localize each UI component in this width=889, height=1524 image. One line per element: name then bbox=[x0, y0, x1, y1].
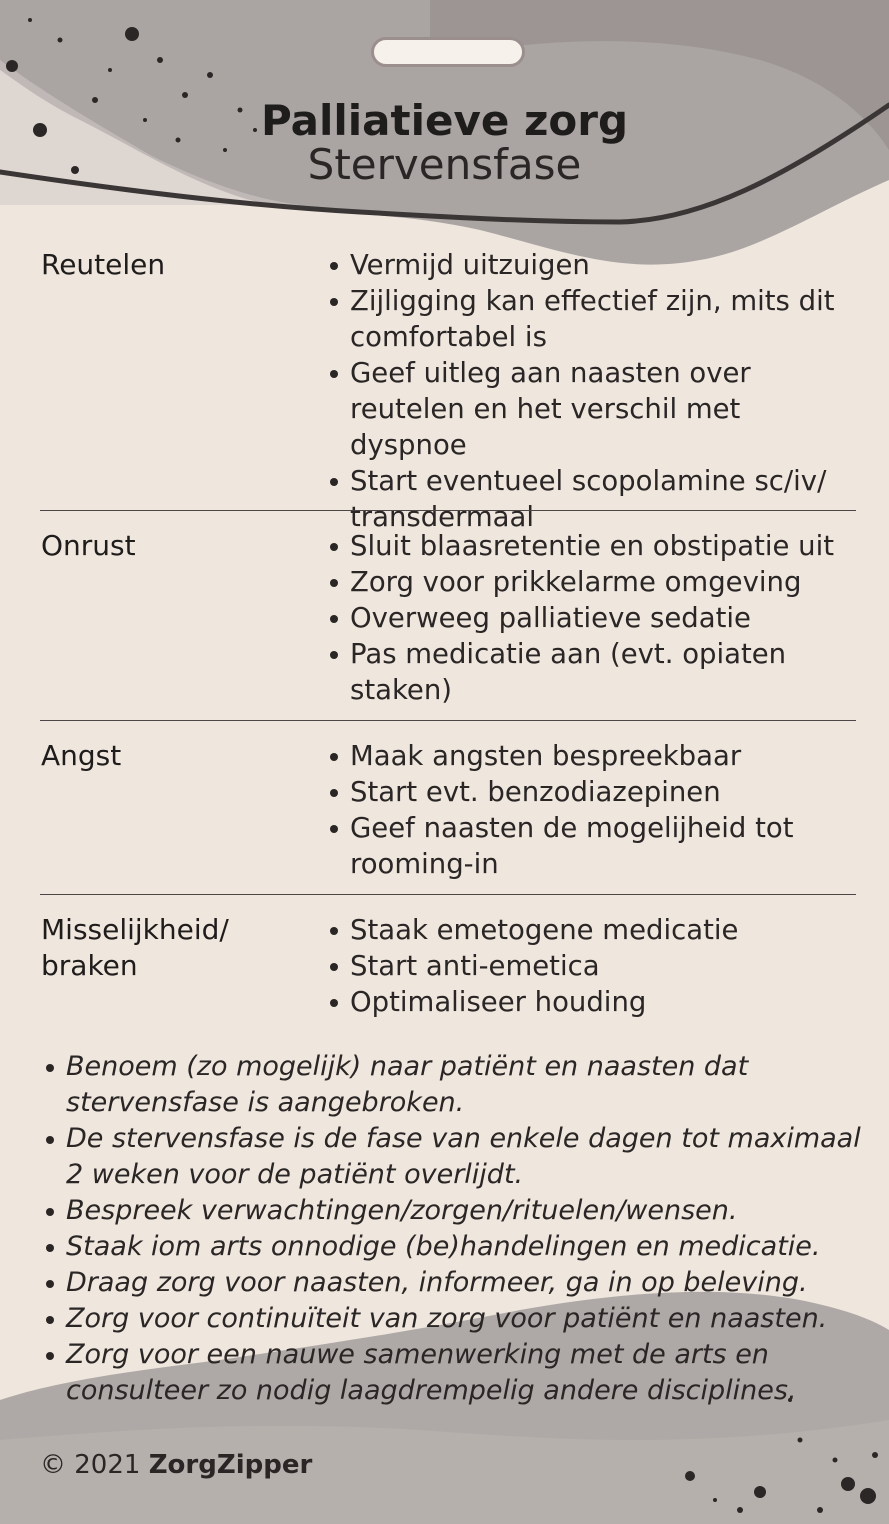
symptom-label: Angst bbox=[41, 739, 122, 772]
note-item: Staak iom arts onnodige (be)handelingen en medicatie. bbox=[44, 1229, 864, 1265]
bullet-item: Geef naasten de mogelijheid tot rooming-in bbox=[328, 810, 856, 882]
bullet-item: Vermijd uitzuigen bbox=[328, 247, 856, 283]
note-item: Zorg voor een nauwe samenwerking met de arts en consulteer zo nodig laagdrempelig andere disciplines. bbox=[44, 1337, 864, 1409]
symptom-label: Reutelen bbox=[41, 248, 166, 281]
copyright-footer bbox=[40, 1447, 312, 1483]
card-title: Palliatieve zorg bbox=[260, 96, 629, 145]
note-item: De stervensfase is de fase van enkele dagen tot maximaal 2 weken voor de patiënt overlijdt. bbox=[44, 1121, 864, 1193]
copyright-text: © 2021 bbox=[40, 1450, 141, 1480]
symptom-label: Onrust bbox=[41, 529, 136, 562]
symptom-label: Misselijkheid/ braken bbox=[41, 913, 229, 982]
bullet-item: Start evt. benzodiazepinen bbox=[328, 774, 856, 810]
bullet-item: Geef uitleg aan naasten over reutelen en het verschil met dyspnoe bbox=[328, 355, 856, 463]
row-divider bbox=[40, 510, 856, 511]
badge-slot-hole bbox=[371, 37, 525, 67]
bullet-item: Pas medicatie aan (evt. opiaten staken) bbox=[328, 636, 856, 708]
note-item: Zorg voor continuïteit van zorg voor patiënt en naasten. bbox=[44, 1301, 864, 1337]
symptom-bullets bbox=[328, 912, 856, 1020]
symptom-bullets bbox=[328, 528, 856, 708]
note-item: Draag zorg voor naasten, informeer, ga in op beleving. bbox=[44, 1265, 864, 1301]
symptom-bullets bbox=[328, 738, 856, 882]
card-subtitle: Stervensfase bbox=[307, 140, 582, 189]
bullet-item: Start eventueel scopolamine sc/iv/ transdermaal bbox=[328, 463, 856, 535]
row-divider bbox=[40, 720, 856, 721]
bullet-item: Zorg voor prikkelarme omgeving bbox=[328, 564, 856, 600]
general-notes-list bbox=[44, 1049, 864, 1409]
bullet-item: Maak angsten bespreekbaar bbox=[328, 738, 856, 774]
row-divider bbox=[40, 894, 856, 895]
note-item: Benoem (zo mogelijk) naar patiënt en naasten dat stervensfase is aangebroken. bbox=[44, 1049, 864, 1121]
symptom-bullets bbox=[328, 247, 856, 535]
bullet-item: Optimaliseer houding bbox=[328, 984, 856, 1020]
bullet-item: Zijligging kan effectief zijn, mits dit comfortabel is bbox=[328, 283, 856, 355]
bullet-item: Overweeg palliatieve sedatie bbox=[328, 600, 856, 636]
brand-name: ZorgZipper bbox=[148, 1450, 313, 1480]
bullet-item: Staak emetogene medicatie bbox=[328, 912, 856, 948]
bullet-item: Start anti-emetica bbox=[328, 948, 856, 984]
bullet-item: Sluit blaasretentie en obstipatie uit bbox=[328, 528, 856, 564]
note-item: Bespreek verwachtingen/zorgen/rituelen/wensen. bbox=[44, 1193, 864, 1229]
